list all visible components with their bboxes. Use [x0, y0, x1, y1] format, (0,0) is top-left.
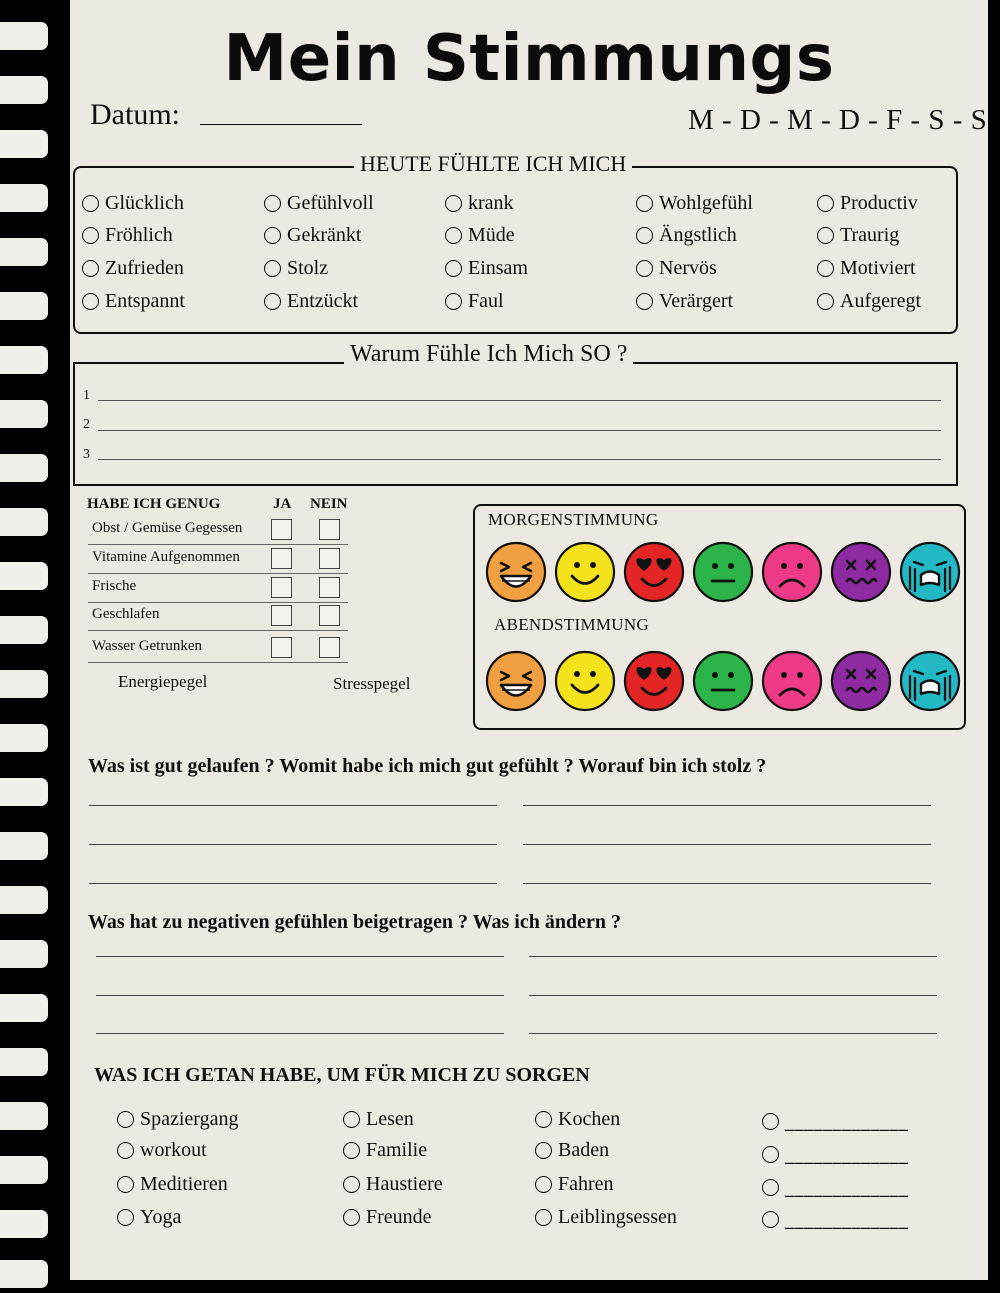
selfcare-label: Baden [558, 1139, 610, 1161]
radio-circle-icon[interactable] [343, 1176, 360, 1193]
selfcare-option[interactable] [343, 1139, 427, 1162]
why-line-number: 2 [83, 417, 90, 432]
custom-selfcare-option[interactable] [762, 1209, 909, 1230]
checklist-item-label: Wasser Getrunken [92, 638, 203, 654]
radio-circle-icon[interactable] [636, 227, 653, 244]
selfcare-option[interactable] [535, 1139, 609, 1162]
answer-line[interactable] [523, 883, 931, 884]
feeling-label: Traurig [840, 224, 900, 246]
radio-circle-icon[interactable] [817, 227, 834, 244]
radio-circle-icon[interactable] [817, 260, 834, 277]
feeling-label: Glücklich [105, 192, 184, 214]
radio-circle-icon[interactable] [117, 1111, 134, 1128]
custom-selfcare-blank[interactable]: _____________ [785, 1177, 909, 1198]
feeling-option[interactable] [817, 257, 916, 280]
date-field-line[interactable] [200, 124, 362, 125]
radio-circle-icon[interactable] [535, 1176, 552, 1193]
selfcare-label: Yoga [140, 1206, 182, 1228]
crying-face-icon[interactable] [899, 650, 961, 712]
feeling-label: Ängstlich [659, 224, 737, 246]
selfcare-label: Leiblingsessen [558, 1206, 677, 1228]
selfcare-option[interactable] [535, 1108, 620, 1131]
happy-face-icon[interactable] [554, 650, 616, 712]
why-box [73, 362, 958, 486]
checklist-no-header: NEIN [310, 496, 348, 512]
checklist-title: HABE ICH GENUG [87, 496, 221, 512]
journal-page [70, 0, 988, 1280]
love-face-icon[interactable] [623, 650, 685, 712]
why-line-number: 3 [83, 447, 90, 462]
feeling-label: Aufgeregt [840, 290, 922, 312]
checkbox-no[interactable] [319, 577, 340, 598]
feeling-label: Gekränkt [287, 224, 362, 246]
selfcare-label: Familie [366, 1139, 428, 1161]
evening-mood-label: ABENDSTIMMUNG [494, 615, 650, 634]
why-title: Warum Fühle Ich Mich SO ? [344, 341, 633, 368]
selfcare-label: Lesen [366, 1108, 414, 1130]
radio-circle-icon[interactable] [636, 260, 653, 277]
answer-line[interactable] [96, 995, 504, 996]
radio-circle-icon[interactable] [82, 293, 99, 310]
feeling-label: Verärgert [659, 290, 734, 312]
why-line[interactable] [98, 430, 941, 431]
checkbox-yes[interactable] [271, 605, 292, 626]
custom-selfcare-option[interactable] [762, 1144, 909, 1165]
selfcare-option[interactable] [117, 1206, 181, 1229]
answer-line[interactable] [89, 805, 497, 806]
checkbox-yes[interactable] [271, 577, 292, 598]
selfcare-option[interactable] [343, 1108, 414, 1131]
radio-circle-icon[interactable] [117, 1209, 134, 1226]
checklist-item-label: Frische [92, 578, 137, 594]
page-title: Mein Stimmungs [223, 22, 835, 96]
radio-circle-icon[interactable] [264, 260, 281, 277]
answer-line[interactable] [96, 956, 504, 957]
morning-mood-label: MORGENSTIMMUNG [488, 510, 659, 529]
selfcare-option[interactable] [117, 1139, 207, 1162]
sad-face-icon[interactable] [761, 650, 823, 712]
feeling-option[interactable] [636, 224, 737, 247]
radio-circle-icon[interactable] [535, 1142, 552, 1159]
answer-line[interactable] [89, 883, 497, 884]
checkbox-no[interactable] [319, 548, 340, 569]
selfcare-label: Kochen [558, 1108, 621, 1130]
weekday-selector[interactable]: M - D - M - D - F - S - S [688, 104, 988, 136]
checkbox-yes[interactable] [271, 519, 292, 540]
feeling-option[interactable] [445, 257, 528, 280]
sad-face-icon[interactable] [761, 541, 823, 603]
radio-circle-icon[interactable] [445, 227, 462, 244]
checklist-divider [88, 662, 348, 663]
answer-line[interactable] [523, 844, 931, 845]
selfcare-option[interactable] [343, 1206, 432, 1229]
checklist-item-label: Vitamine Aufgenommen [92, 549, 240, 565]
happy-face-icon[interactable] [554, 541, 616, 603]
radio-circle-icon[interactable] [264, 195, 281, 212]
feeling-label: Nervös [659, 257, 717, 279]
feeling-label: Fröhlich [105, 224, 173, 246]
feeling-option[interactable] [264, 192, 374, 215]
radio-circle-icon[interactable] [264, 227, 281, 244]
feeling-option[interactable] [817, 224, 899, 247]
feeling-label: krank [468, 192, 514, 214]
feeling-label: Productiv [840, 192, 918, 214]
feelings-title: HEUTE FÜHLTE ICH MICH [354, 151, 632, 177]
checklist-item-label: Geschlafen [92, 606, 160, 622]
radio-circle-icon[interactable] [82, 195, 99, 212]
spiral-binding [0, 0, 70, 1293]
custom-selfcare-option[interactable] [762, 1111, 909, 1132]
feeling-option[interactable] [264, 257, 328, 280]
checklist-yes-header: JA [273, 496, 292, 512]
selfcare-label: Spaziergang [140, 1108, 239, 1130]
feeling-label: Motiviert [840, 257, 916, 279]
radio-circle-icon[interactable] [82, 227, 99, 244]
radio-circle-icon[interactable] [535, 1111, 552, 1128]
selfcare-option[interactable] [535, 1173, 614, 1196]
radio-circle-icon[interactable] [762, 1146, 779, 1163]
checkbox-yes[interactable] [271, 548, 292, 569]
checklist-item-label: Obst / Gemüse Gegessen [92, 520, 243, 536]
feeling-option[interactable] [82, 224, 173, 247]
radio-circle-icon[interactable] [762, 1179, 779, 1196]
selfcare-label: Fahren [558, 1173, 614, 1195]
feeling-option[interactable] [636, 290, 733, 313]
feeling-option[interactable] [264, 224, 361, 247]
selfcare-title: WAS ICH GETAN HABE, UM FÜR MICH ZU SORGEN [94, 1064, 590, 1086]
selfcare-option[interactable] [535, 1206, 677, 1229]
date-label: Datum: [90, 98, 180, 131]
radio-circle-icon[interactable] [535, 1209, 552, 1226]
why-line-number: 1 [83, 388, 90, 403]
answer-line[interactable] [89, 844, 497, 845]
answer-line[interactable] [529, 995, 937, 996]
radio-circle-icon[interactable] [445, 195, 462, 212]
selfcare-label: Freunde [366, 1206, 432, 1228]
stress-label: Stresspegel [333, 674, 411, 693]
crying-face-icon[interactable] [899, 541, 961, 603]
selfcare-option[interactable] [343, 1173, 443, 1196]
feeling-label: Einsam [468, 257, 528, 279]
checklist-divider [88, 573, 348, 574]
checkbox-yes[interactable] [271, 637, 292, 658]
good-question: Was ist gut gelaufen ? Womit habe ich mich gut gefühlt ? Worauf bin ich stolz ? [88, 755, 767, 777]
dizzy-face-icon[interactable] [830, 541, 892, 603]
feeling-label: Gefühlvoll [287, 192, 374, 214]
feeling-option[interactable] [817, 290, 921, 313]
radio-circle-icon[interactable] [762, 1211, 779, 1228]
neutral-face-icon[interactable] [692, 541, 754, 603]
laughing-face-icon[interactable] [485, 650, 547, 712]
custom-selfcare-blank[interactable]: _____________ [785, 1111, 909, 1132]
selfcare-label: workout [140, 1139, 207, 1161]
answer-line[interactable] [96, 1033, 504, 1034]
selfcare-option[interactable] [117, 1173, 228, 1196]
energy-label: Energiepegel [118, 672, 208, 691]
laughing-face-icon[interactable] [485, 541, 547, 603]
radio-circle-icon[interactable] [445, 293, 462, 310]
feeling-option[interactable] [445, 192, 514, 215]
feeling-label: Müde [468, 224, 515, 246]
feeling-option[interactable] [82, 192, 184, 215]
selfcare-label: Meditieren [140, 1173, 228, 1195]
feeling-label: Zufrieden [105, 257, 184, 279]
selfcare-option[interactable] [117, 1108, 239, 1131]
feeling-option[interactable] [817, 192, 918, 215]
radio-circle-icon[interactable] [343, 1111, 360, 1128]
checklist-divider [88, 602, 348, 603]
checklist-divider [88, 544, 348, 545]
neutral-face-icon[interactable] [692, 650, 754, 712]
radio-circle-icon[interactable] [636, 195, 653, 212]
radio-circle-icon[interactable] [117, 1176, 134, 1193]
why-line[interactable] [98, 459, 941, 460]
radio-circle-icon[interactable] [636, 293, 653, 310]
love-face-icon[interactable] [623, 541, 685, 603]
feeling-option[interactable] [636, 257, 717, 280]
answer-line[interactable] [529, 956, 937, 957]
checkbox-no[interactable] [319, 605, 340, 626]
custom-selfcare-option[interactable] [762, 1177, 909, 1198]
custom-selfcare-blank[interactable]: _____________ [785, 1209, 909, 1230]
feeling-label: Entspannt [105, 290, 185, 312]
radio-circle-icon[interactable] [762, 1113, 779, 1130]
dizzy-face-icon[interactable] [830, 650, 892, 712]
feeling-label: Stolz [287, 257, 329, 279]
feeling-option[interactable] [445, 224, 515, 247]
radio-circle-icon[interactable] [817, 195, 834, 212]
feeling-label: Entzückt [287, 290, 359, 312]
selfcare-label: Haustiere [366, 1173, 443, 1195]
why-line[interactable] [98, 400, 941, 401]
radio-circle-icon[interactable] [117, 1142, 134, 1159]
checkbox-no[interactable] [319, 519, 340, 540]
checkbox-no[interactable] [319, 637, 340, 658]
negative-question: Was hat zu negativen gefühlen beigetragen ? Was ich ändern ? [88, 911, 621, 933]
radio-circle-icon[interactable] [82, 260, 99, 277]
feeling-option[interactable] [82, 290, 185, 313]
radio-circle-icon[interactable] [445, 260, 462, 277]
answer-line[interactable] [529, 1033, 937, 1034]
custom-selfcare-blank[interactable]: _____________ [785, 1144, 909, 1165]
feeling-option[interactable] [445, 290, 504, 313]
radio-circle-icon[interactable] [817, 293, 834, 310]
feeling-option[interactable] [264, 290, 358, 313]
feeling-option[interactable] [636, 192, 753, 215]
radio-circle-icon[interactable] [343, 1142, 360, 1159]
radio-circle-icon[interactable] [343, 1209, 360, 1226]
feeling-option[interactable] [82, 257, 184, 280]
checklist-divider [88, 630, 348, 631]
radio-circle-icon[interactable] [264, 293, 281, 310]
feeling-label: Wohlgefühl [659, 192, 753, 214]
answer-line[interactable] [523, 805, 931, 806]
feeling-label: Faul [468, 290, 504, 312]
